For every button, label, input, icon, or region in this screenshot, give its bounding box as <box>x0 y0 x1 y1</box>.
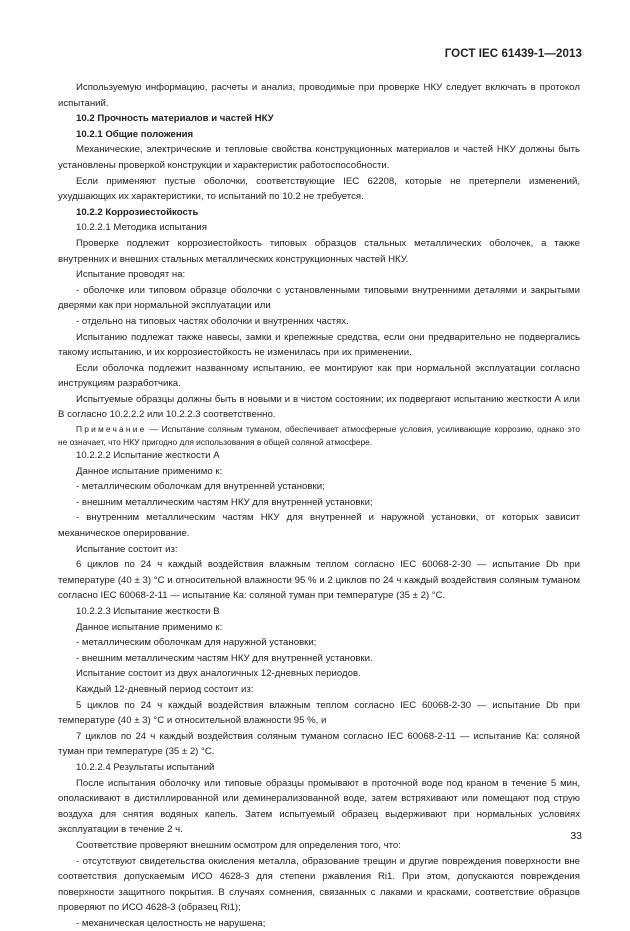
paragraph: Используемую информацию, расчеты и анализ, проводимые при проверке НКУ следует включать в протокол испытаний. <box>58 82 580 109</box>
note-text: — Испытание соляным туманом, обеспечивает атмосферные условия, усиливающие коррозию, однако это не означает, что НКУ пригодно для использования в общей соляной атмосфере. <box>58 424 580 447</box>
document-body <box>58 80 580 931</box>
paragraph: 6 циклов по 24 ч каждый воздействия влажным теплом согласно IEC 60068-2-30 — испытание Db при температуре (40 ± 3) °С и относительной влажности 95 % и 2 циклов по 24 ч каждый воздействия соляным туманом согласно IEC 60068-2-11 — испытание Ка: соляной туман при температуре (35 ± 2) °С. <box>58 559 580 602</box>
list-item: - внутренним металлическим частям НКУ для внутренней и наружной установки, от которых зависит механическое оперирование. <box>58 512 580 540</box>
paragraph: Испытание проводят на: <box>76 269 186 281</box>
subsection-heading: 10.2.1 Общие положения <box>76 128 194 140</box>
list-item: - механическая целостность не нарушена; <box>76 917 266 929</box>
list-item: - отсутствуют свидетельства окисления металла, образование трещин и другие повреждения поверхности вне соответствия допускаемым ИСО 4628-3 для степени ржавления Ri1. При этом, допускаются повреждения поверхности защитного покрытия. В случаях сомнения, связанных с лаками и красками, соответствие образцов проверяют по ИСО 4628-3 (образец Ri1); <box>58 855 580 914</box>
page-header: ГОСТ IEC 61439-1—2013 <box>444 48 582 60</box>
clause-heading: 10.2.2.3 Испытание жесткости В <box>76 606 220 617</box>
paragraph: Каждый 12-дневный период состоит из: <box>76 683 254 695</box>
paragraph: Проверке подлежит коррозиестойкость типовых образцов стальных металлических оболочек, а также внутренних и внешних стальных металлических конструкционных частей НКУ. <box>58 237 580 265</box>
list-item: - внешним металлическим частям НКУ для внутренней установки; <box>76 496 373 508</box>
paragraph: 7 циклов по 24 ч каждый воздействия соляным туманом согласно IEC 60068-2-11 — испытание Ка: соляной туман при температуре (35 ± 2) °С. <box>58 730 580 758</box>
list-item: - внешним металлическим частям НКУ для внутренней установки. <box>76 652 373 664</box>
clause-heading: 10.2.2.2 Испытание жесткости А <box>76 450 220 462</box>
paragraph: Если применяют пустые оболочки, соответствующие IEC 62208, которые не претерпели изменений, ухудшающих их характеристики, то испытаний по 10.2 не требуется. <box>58 175 580 203</box>
paragraph: Механические, электрические и тепловые свойства конструкционных материалов и частей НКУ должны быть установлены проверкой конструкции и характеристик работоспособности. <box>58 144 580 171</box>
paragraph: Если оболочка подлежит названному испытанию, ее монтируют как при нормальной эксплуатации согласно инструкциям разработчика. <box>58 362 580 390</box>
paragraph: Испытание состоит из двух аналогичных 12-дневных периодов. <box>76 668 361 680</box>
paragraph: Испытание состоит из: <box>76 543 178 555</box>
list-item: - отдельно на типовых частях оболочки и внутренних частях. <box>76 315 349 327</box>
page-number: 33 <box>570 830 582 842</box>
paragraph: После испытания оболочку или типовые образцы промывают в проточной воде под краном в течение 5 мин, ополаскивают в дистиллированной или деминерализованной воде, затем встряхивают или помещают под струю воздуха для снятия водяных капель. Затем испытуемый образец выдерживают при нормальных условиях эксплуатации в течение 2 ч. <box>58 777 580 836</box>
paragraph: Испытуемые образцы должны быть в новыми и в чистом состоянии; их подвергают испытанию жесткости А или В согласно 10.2.2.2 или 10.2.2.3 соответственно. <box>58 393 580 421</box>
subsection-heading: 10.2.2 Коррозиестойкость <box>76 206 199 218</box>
paragraph: Испытанию подлежат также навесы, замки и крепежные средства, если они предварительно не подвергались такому испытанию, и их коррозиестойкость не изменилась при их применении. <box>58 331 580 359</box>
note <box>58 423 580 448</box>
paragraph: Соответствие проверяют внешним осмотром для определения того, что: <box>76 839 401 851</box>
clause-heading: 10.2.2.4 Результаты испытаний <box>76 761 215 773</box>
paragraph: Данное испытание применимо к: <box>76 465 223 477</box>
clause-heading: 10.2.2.1 Методика испытания <box>76 222 207 234</box>
section-heading: 10.2 Прочность материалов и частей НКУ <box>76 113 274 125</box>
paragraph: Данное испытание применимо к: <box>76 621 223 633</box>
list-item: - металлическим оболочкам для наружной установки; <box>76 637 317 649</box>
list-item: - металлическим оболочкам для внутренней установки; <box>76 481 325 493</box>
note-label: Примечание <box>76 424 147 435</box>
paragraph: 5 циклов по 24 ч каждый воздействия влажным теплом согласно IEC 60068-2-30 — испытание Db при температуре (40 ± 3) °С и относительной влажности 95 %, и <box>58 699 580 727</box>
list-item: - оболочке или типовом образце оболочки с установленными типовыми внутренними деталями и закрытыми дверями как при нормальной эксплуатации или <box>58 284 580 312</box>
